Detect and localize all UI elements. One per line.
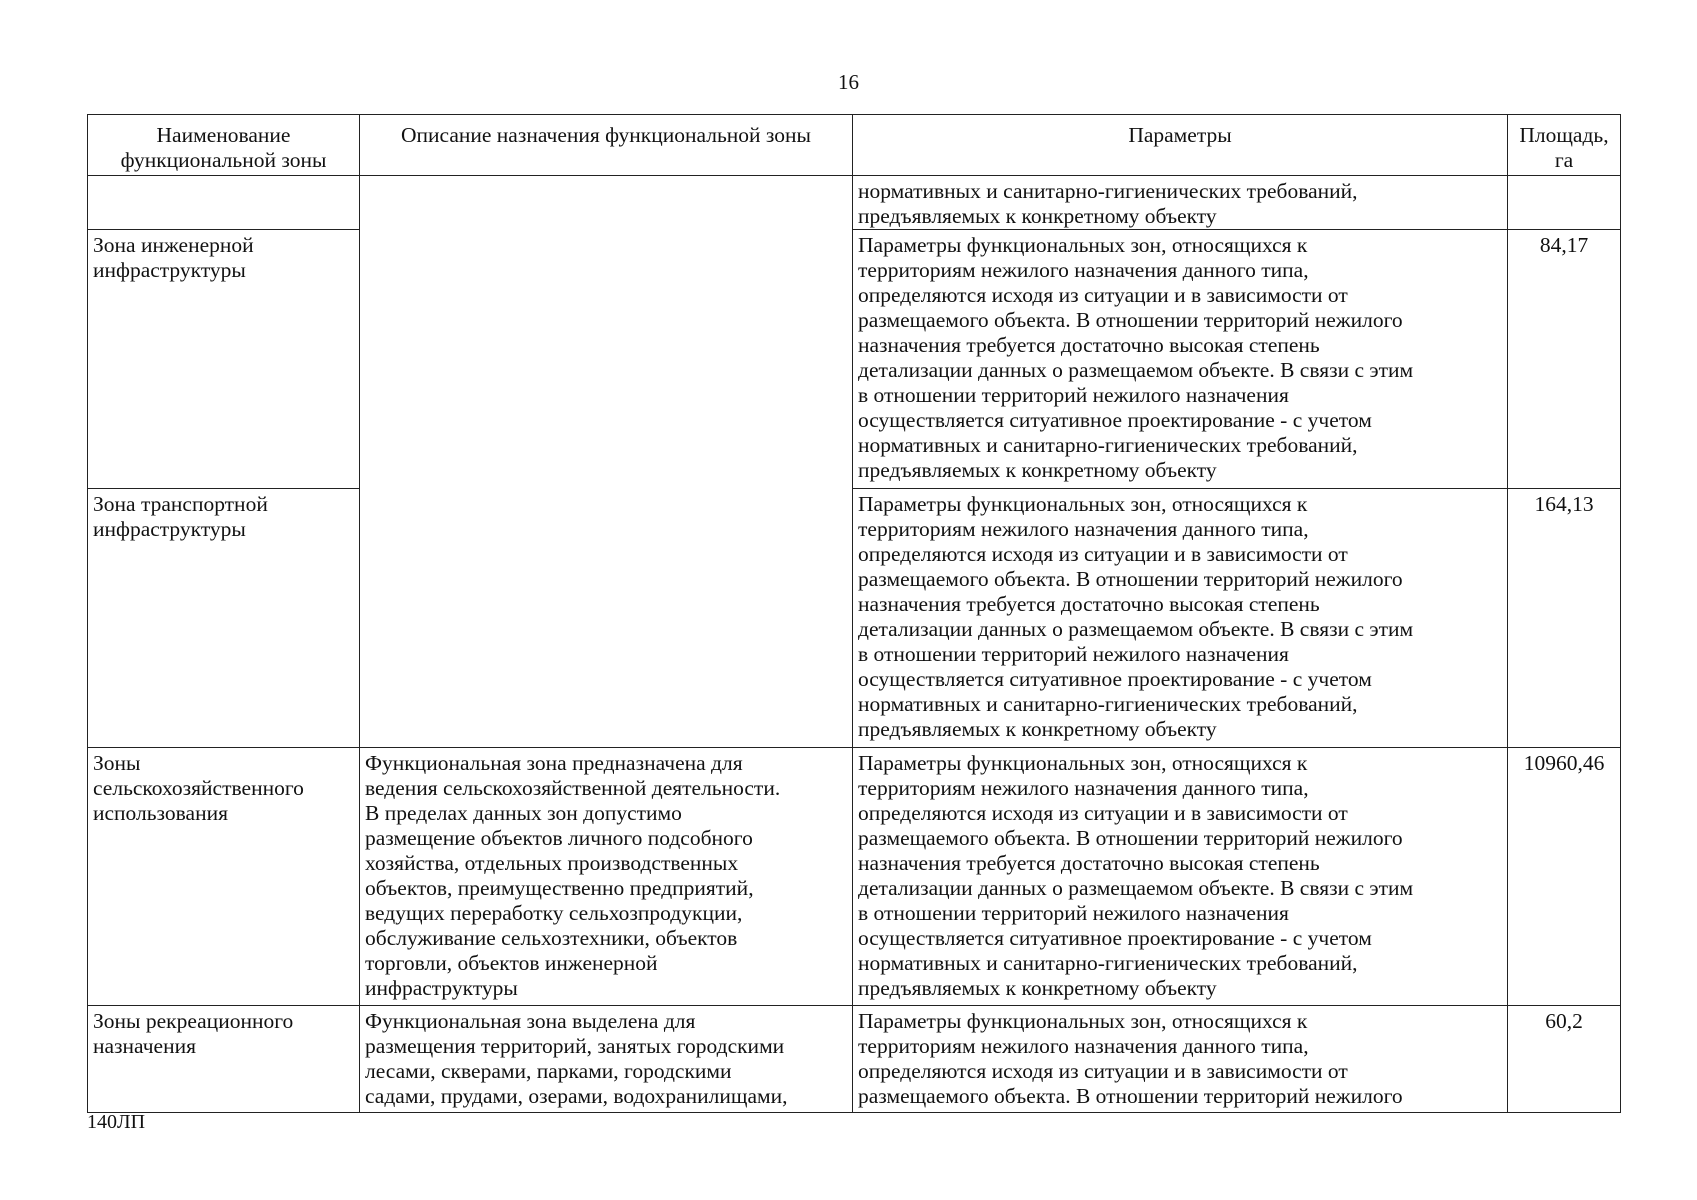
table-row: [88, 176, 1621, 230]
zone-name-cell: Зоны рекреационного назначения: [88, 1006, 360, 1113]
parameters-cell: Параметры функциональных зон, относящихся к территориям нежилого назначения данного типа, определяются исходя из ситуации и в зависимости от размещаемого объекта. В отношении территорий нежилого: [853, 1006, 1508, 1113]
description-cell-empty: [360, 176, 853, 748]
area-cell: [1508, 176, 1621, 230]
document-footer-code: 140ЛП: [87, 1111, 146, 1133]
table-row: [88, 748, 1621, 1006]
table-row: [88, 1006, 1621, 1113]
header-description: Описание назначения функциональной зоны: [360, 115, 853, 176]
table-header-row: [88, 115, 1621, 176]
area-cell: 10960,46: [1508, 748, 1621, 1006]
description-cell: Функциональная зона выделена для размещения территорий, занятых городскими лесами, скверами, парками, городскими садами, прудами, озерами, водохранилищами,: [360, 1006, 853, 1113]
description-cell: Функциональная зона предназначена для ведения сельскохозяйственной деятельности. В пределах данных зон допустимо размещение объектов личного подсобного хозяйства, отдельных производственных объектов, преимущественно предприятий, ведущих переработку сельхозпродукции, обслуживание сельхозтехники, объектов торговли, объектов инженерной инфраструктуры: [360, 748, 853, 1006]
zone-name-cell: Зона инженерной инфраструктуры: [88, 230, 360, 489]
area-cell: 84,17: [1508, 230, 1621, 489]
parameters-cell: Параметры функциональных зон, относящихся к территориям нежилого назначения данного типа, определяются исходя из ситуации и в зависимости от размещаемого объекта. В отношении территорий нежилого назначения требуется достаточно высокая степень детализации данных о размещаемом объекте. В связи с этим в отношении территорий нежилого назначения осуществляется ситуативное проектирование - с учетом нормативных и санитарно-гигиенических требований, предъявляемых к конкретному объекту: [853, 489, 1508, 748]
zone-name-cell: Зоны сельскохозяйственного использования: [88, 748, 360, 1006]
header-parameters: Параметры: [853, 115, 1508, 176]
zone-name-cell: Зона транспортной инфраструктуры: [88, 489, 360, 748]
table-row: [88, 230, 1621, 489]
header-area: Площадь, га: [1508, 115, 1621, 176]
header-zone-name: Наименование функциональной зоны: [88, 115, 360, 176]
zone-name-cell: [88, 176, 360, 230]
page-number: 16: [838, 70, 859, 94]
parameters-cell: Параметры функциональных зон, относящихся к территориям нежилого назначения данного типа, определяются исходя из ситуации и в зависимости от размещаемого объекта. В отношении территорий нежилого назначения требуется достаточно высокая степень детализации данных о размещаемом объекте. В связи с этим в отношении территорий нежилого назначения осуществляется ситуативное проектирование - с учетом нормативных и санитарно-гигиенических требований, предъявляемых к конкретному объекту: [853, 230, 1508, 489]
area-cell: 164,13: [1508, 489, 1621, 748]
table-row: [88, 489, 1621, 748]
functional-zones-table: [87, 114, 1621, 1113]
parameters-cell: нормативных и санитарно-гигиенических требований, предъявляемых к конкретному объекту: [853, 176, 1508, 230]
parameters-cell: Параметры функциональных зон, относящихся к территориям нежилого назначения данного типа, определяются исходя из ситуации и в зависимости от размещаемого объекта. В отношении территорий нежилого назначения требуется достаточно высокая степень детализации данных о размещаемом объекте. В связи с этим в отношении территорий нежилого назначения осуществляется ситуативное проектирование - с учетом нормативных и санитарно-гигиенических требований, предъявляемых к конкретному объекту: [853, 748, 1508, 1006]
area-cell: 60,2: [1508, 1006, 1621, 1113]
